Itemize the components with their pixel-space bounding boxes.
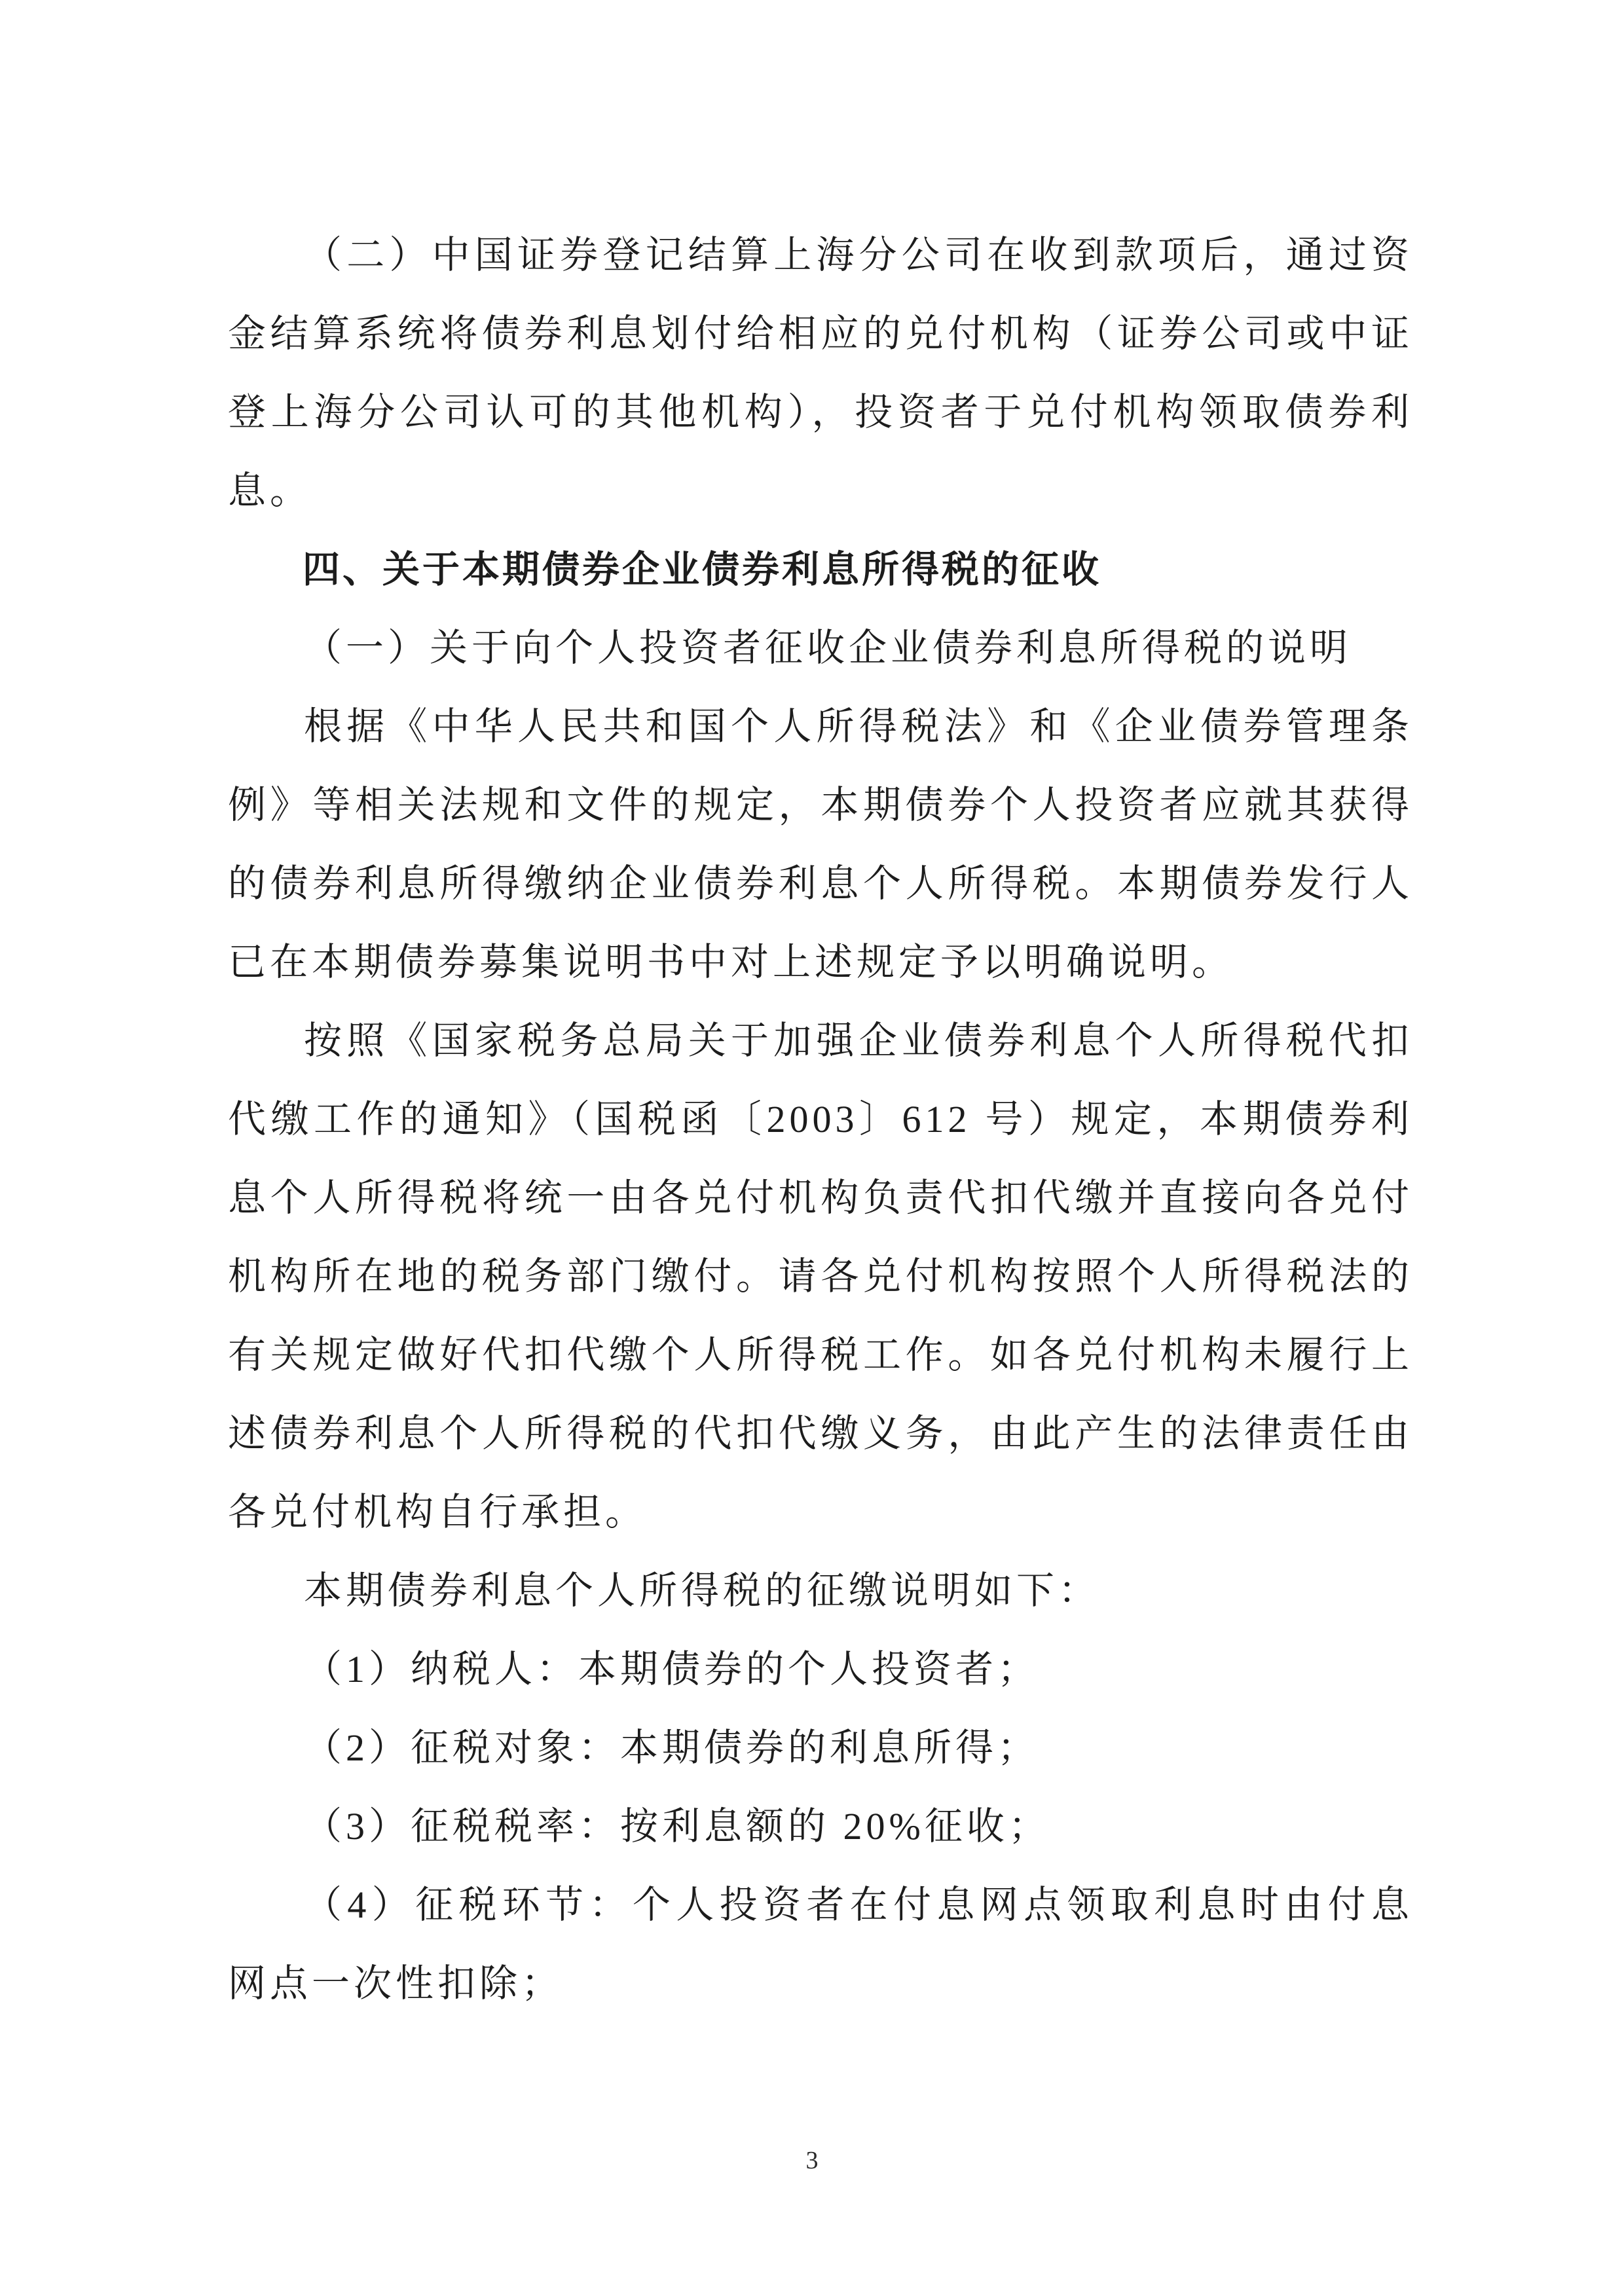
paragraph-legal-basis: 根据《中华人民共和国个人所得税法》和《企业债券管理条例》等相关法规和文件的规定，本期债券个人投资者应就其获得的债券利息所得缴纳企业债券利息个人所得税。本期债券发行人已在本期债券募集说明书中对上述规定予以明确说明。 xyxy=(228,705,1413,983)
list-item-taxpayer: （1）纳税人：本期债券的个人投资者； xyxy=(304,1648,1040,1690)
document-body xyxy=(228,216,1413,2023)
paragraph-clearing-transfer: （二）中国证券登记结算上海分公司在收到款项后，通过资金结算系统将债券利息划付给相应的兑付机构（证券公司或中证登上海分公司认可的其他机构），投资者于兑付机构领取债券利息。 xyxy=(228,234,1413,512)
subsection-heading-individual-investors: （一）关于向个人投资者征收企业债券利息所得税的说明 xyxy=(304,627,1352,669)
section-heading-tax-collection: 四、关于本期债券企业债券利息所得税的征收 xyxy=(303,548,1101,591)
paragraph-tax-explanation-intro: 本期债券利息个人所得税的征缴说明如下： xyxy=(304,1569,1101,1612)
paragraph-withholding-notice: 按照《国家税务总局关于加强企业债券利息个人所得税代扣代缴工作的通知》（国税函〔2003〕612 号）规定，本期债券利息个人所得税将统一由各兑付机构负责代扣代缴并直接向各兑付机构所在地的税务部门缴付。请各兑付机构按照个人所得税法的有关规定做好代扣代缴个人所得税工作。如各兑付机构未履行上述债券利息个人所得税的代扣代缴义务，由此产生的法律责任由各兑付机构自行承担。 xyxy=(228,1019,1413,1533)
list-item-tax-rate: （3）征税税率：按利息额的 20%征收； xyxy=(304,1805,1050,1848)
page-number: 3 xyxy=(805,2147,819,2174)
list-item-tax-stage: （4）征税环节：个人投资者在付息网点领取利息时由付息网点一次性扣除； xyxy=(228,1884,1413,2005)
list-item-tax-object: （2）征税对象：本期债券的利息所得； xyxy=(304,1726,1040,1769)
